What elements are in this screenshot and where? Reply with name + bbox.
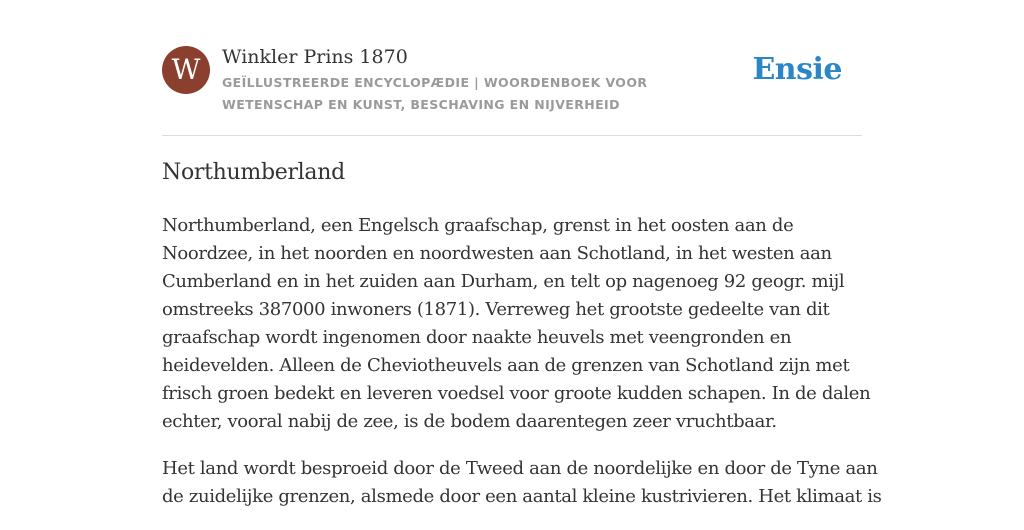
article-body [162,212,882,530]
source-title[interactable]: Winkler Prins 1870 [222,46,408,68]
ensie-logo[interactable]: Ensie [752,52,842,87]
article-paragraph: Northumberland, een Engelsch graafschap, grenst in het oosten aan de Noordzee, in het noorden en noordwesten aan Schotland, in het westen aan Cumberland en in het zuiden aan Durham, en telt op nagenoeg 92 geogr. mijl omstreeks 387000 inwoners (1871). Verreweg het grootste gedeelte van dit graafschap wordt ingenomen door naakte heuvels met veengronden en heidevelden. Alleen de Cheviotheuvels aan de grenzen van Schotland zijn met frisch groen bedekt en leveren voedsel voor groote kudden schapen. In de dalen echter, vooral nabij de zee, is de bodem daarentegen zeer vruchtbaar. [162,215,871,432]
source-subtitle: GEÏLLUSTREERDE ENCYCLOPÆDIE | WOORDENBOEK VOOR WETENSCHAP EN KUNST, BESCHAVING EN NIJVERHEID [222,75,648,112]
article-paragraph: Het land wordt besproeid door de Tweed aan de noordelijke en door de Tyne aan de zuidelijke grenzen, alsmede door een aantal kleine kustrivieren. Het klimaat is [162,458,882,507]
source-header [162,46,862,116]
article-title: Northumberland [162,160,345,185]
header-divider [162,135,862,136]
source-avatar[interactable]: W [162,46,210,94]
